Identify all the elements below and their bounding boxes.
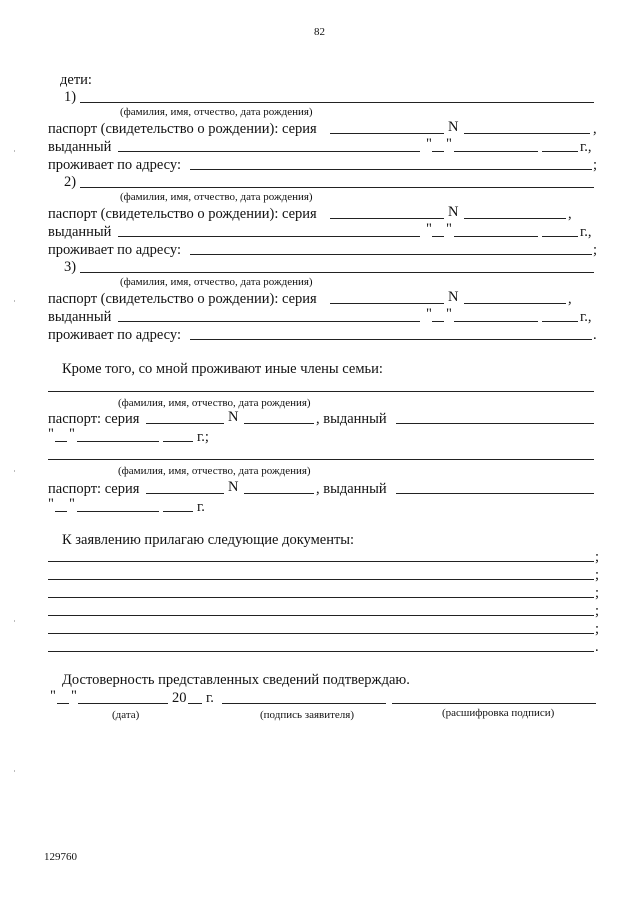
- member-1-issuer-line: [396, 423, 594, 424]
- member-2-caption: (фамилия, имя, отчество, дата рождения): [118, 465, 311, 477]
- member-1-year-line: [163, 441, 193, 442]
- child-3-month-line: [454, 321, 538, 322]
- child-1-number-line: [464, 133, 590, 134]
- confirm-year-prefix: 20: [172, 690, 187, 706]
- child-3-series-line: [330, 303, 444, 304]
- child-2-quote-open: ": [426, 221, 432, 237]
- member-1-year-label: г.;: [197, 429, 209, 445]
- documents-heading: К заявлению прилагаю следующие документы:: [62, 532, 355, 548]
- child-1-passport-label: паспорт (свидетельство о рождении): серия: [48, 121, 317, 137]
- confirm-text: Достоверность представленных сведений подтверждаю.: [62, 672, 410, 688]
- child-3-day-line: [432, 321, 444, 322]
- member-2-quote-close: ": [69, 496, 75, 512]
- child-2-name-line: [80, 187, 594, 188]
- confirm-day-line: [57, 703, 69, 704]
- child-1-year-label: г.,: [580, 139, 592, 155]
- document-line-6-end: .: [595, 639, 599, 655]
- confirm-month-line: [78, 703, 168, 704]
- child-1-address-line: [190, 169, 592, 170]
- child-3-name-line: [80, 272, 594, 273]
- child-2-issuer-line: [118, 236, 420, 237]
- child-3-issued-label: выданный: [48, 309, 112, 325]
- member-1-n-label: N: [228, 409, 239, 425]
- member-2-n-label: N: [228, 479, 239, 495]
- child-3-quote-close: ": [446, 306, 452, 322]
- child-3-n-label: N: [448, 289, 459, 305]
- child-1-issuer-line: [118, 151, 420, 152]
- child-3-passport-label: паспорт (свидетельство о рождении): серия: [48, 291, 317, 307]
- member-2-issued-label: , выданный: [316, 481, 387, 497]
- child-2-quote-close: ": [446, 221, 452, 237]
- confirm-year-suffix: г.: [206, 690, 214, 706]
- child-2-n-label: N: [448, 204, 459, 220]
- member-2-quote-open: ": [48, 496, 54, 512]
- document-line-3-end: ;: [595, 585, 600, 601]
- signature-caption: (подпись заявителя): [260, 709, 355, 721]
- child-2-end: ;: [593, 242, 598, 258]
- member-2-number-line: [244, 493, 314, 494]
- child-3-number: 3): [64, 259, 77, 275]
- child-3-quote-open: ": [426, 306, 432, 322]
- child-3-year-line: [542, 321, 578, 322]
- family-heading: Кроме того, со мной проживают иные члены семьи:: [62, 361, 383, 377]
- member-1-passport-label: паспорт: серия: [48, 411, 140, 427]
- member-2-series-line: [146, 493, 224, 494]
- member-1-issued-label: , выданный: [316, 411, 387, 427]
- child-2-day-line: [432, 236, 444, 237]
- child-2-issued-label: выданный: [48, 224, 112, 240]
- child-1-caption: (фамилия, имя, отчество, дата рождения): [120, 106, 313, 118]
- member-2-issuer-line: [396, 493, 594, 494]
- child-1-month-line: [454, 151, 538, 152]
- document-code: 129760: [44, 851, 77, 863]
- child-2-address-line: [190, 254, 592, 255]
- member-1-series-line: [146, 423, 224, 424]
- member-1-month-line: [77, 441, 159, 442]
- member-1-day-line: [55, 441, 67, 442]
- document-line-4: [48, 615, 594, 616]
- confirm-year-line: [188, 703, 202, 704]
- document-line-2-end: ;: [595, 567, 600, 583]
- child-1-number: 1): [64, 89, 77, 105]
- scan-specks: [14, 0, 17, 905]
- document-line-4-end: ;: [595, 603, 600, 619]
- child-1-year-line: [542, 151, 578, 152]
- child-1-quote-open: ": [426, 136, 432, 152]
- child-3-comma: ,: [568, 291, 572, 307]
- child-2-lives-label: проживает по адресу:: [48, 242, 181, 258]
- child-2-year-line: [542, 236, 578, 237]
- child-2-series-line: [330, 218, 444, 219]
- child-3-lives-label: проживает по адресу:: [48, 327, 181, 343]
- child-2-year-label: г.,: [580, 224, 592, 240]
- child-1-quote-close: ": [446, 136, 452, 152]
- document-line-5-end: ;: [595, 621, 600, 637]
- member-2-year-line: [163, 511, 193, 512]
- child-2-number-line: [464, 218, 566, 219]
- document-line-1: [48, 561, 594, 562]
- child-3-issuer-line: [118, 321, 420, 322]
- document-line-2: [48, 579, 594, 580]
- child-3-year-label: г.,: [580, 309, 592, 325]
- child-3-caption: (фамилия, имя, отчество, дата рождения): [120, 276, 313, 288]
- member-1-caption: (фамилия, имя, отчество, дата рождения): [118, 397, 311, 409]
- child-2-passport-label: паспорт (свидетельство о рождении): серия: [48, 206, 317, 222]
- confirm-quote-open: ": [50, 688, 56, 704]
- document-line-1-end: ;: [595, 549, 600, 565]
- date-caption: (дата): [112, 709, 140, 721]
- child-1-lives-label: проживает по адресу:: [48, 157, 181, 173]
- document-line-6: [48, 651, 594, 652]
- member-2-year-label: г.: [197, 499, 205, 515]
- confirm-signature-line: [222, 703, 386, 704]
- child-1-end: ;: [593, 157, 598, 173]
- document-line-5: [48, 633, 594, 634]
- child-3-end: .: [593, 327, 597, 343]
- document-line-3: [48, 597, 594, 598]
- page-number: 82: [314, 26, 325, 38]
- child-1-comma: ,: [593, 121, 597, 137]
- member-1-number-line: [244, 423, 314, 424]
- child-2-comma: ,: [568, 206, 572, 222]
- member-2-month-line: [77, 511, 159, 512]
- children-heading: дети:: [60, 72, 92, 88]
- child-2-number: 2): [64, 174, 77, 190]
- member-2-name-line: [48, 459, 594, 460]
- child-1-name-line: [80, 102, 594, 103]
- child-1-series-line: [330, 133, 444, 134]
- child-1-n-label: N: [448, 119, 459, 135]
- child-1-issued-label: выданный: [48, 139, 112, 155]
- child-2-month-line: [454, 236, 538, 237]
- member-2-passport-label: паспорт: серия: [48, 481, 140, 497]
- child-3-address-line: [190, 339, 592, 340]
- member-2-day-line: [55, 511, 67, 512]
- child-2-caption: (фамилия, имя, отчество, дата рождения): [120, 191, 313, 203]
- decoding-caption: (расшифровка подписи): [442, 707, 555, 719]
- member-1-name-line: [48, 391, 594, 392]
- confirm-quote-close: ": [71, 688, 77, 704]
- child-3-number-line: [464, 303, 566, 304]
- confirm-decoding-line: [392, 703, 596, 704]
- child-1-day-line: [432, 151, 444, 152]
- member-1-quote-close: ": [69, 426, 75, 442]
- member-1-quote-open: ": [48, 426, 54, 442]
